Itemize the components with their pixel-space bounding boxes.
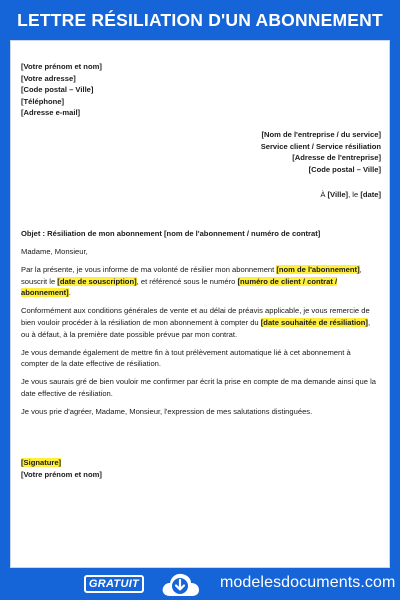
- para-text: Conformément aux conditions générales de vente et au délai de préavis applicable, je vous remercie de bien vouloir procéder à la résiliation de mon abonnement à compter du: [21, 306, 370, 328]
- paragraph-closing: Je vous prie d'agréer, Madame, Monsieur, l'expression de mes salutations distinguées.: [21, 407, 313, 417]
- highlight-field: [date de souscription]: [57, 276, 137, 286]
- free-badge: GRATUIT: [84, 575, 144, 593]
- dateline-date: [date]: [360, 190, 381, 199]
- subject-line: Objet : Résiliation de mon abonnement [nom de l'abonnement / numéro de contrat]: [21, 229, 321, 238]
- cloud-download-icon[interactable]: [160, 571, 200, 598]
- recipient-block: [261, 129, 381, 175]
- recipient-line: [Adresse de l'entreprise]: [292, 153, 381, 163]
- para-text: Par la présente, je vous informe de ma volonté de résilier mon abonnement: [21, 265, 277, 275]
- letter-body: [21, 228, 376, 424]
- para-text: , souscrit le: [21, 265, 362, 286]
- site-link[interactable]: modelesdocuments.com: [220, 574, 396, 591]
- place-date-line: [320, 189, 381, 201]
- recipient-line: [Code postal – Ville]: [308, 164, 381, 174]
- signature-label: [Signature]: [21, 458, 62, 467]
- recipient-line: [Nom de l'entreprise / du service]: [261, 130, 381, 139]
- highlight-field: [numéro de client / contrat / abonnement]: [21, 276, 338, 298]
- letter-page: [10, 40, 390, 568]
- sender-line: [Votre adresse]: [21, 73, 76, 83]
- sender-block: [21, 61, 102, 119]
- recipient-line: Service client / Service résiliation: [260, 141, 381, 151]
- paragraph-intent: [21, 264, 376, 299]
- para-text: , et référencé sous le numéro: [136, 276, 238, 286]
- signature-block: [21, 457, 102, 480]
- highlight-field: [date souhaitée de résiliation]: [260, 318, 368, 328]
- paragraph-confirmation: Je vous saurais gré de bien vouloir me confirmer par écrit la prise en compte de ma demande ainsi que la date effective de résiliation.: [21, 377, 376, 399]
- dateline-prefix: À: [320, 190, 328, 199]
- sender-line: [Adresse e-mail]: [21, 108, 81, 118]
- footer-bar: [0, 568, 400, 600]
- paragraph-direct-debit: Je vous demande également de mettre fin à tout prélèvement automatique lié à cet abonnement à compter de la date effective de résiliation.: [21, 347, 351, 369]
- signature-name: [Votre prénom et nom]: [21, 469, 102, 479]
- sender-line: [Votre prénom et nom]: [21, 62, 102, 71]
- salutation: Madame, Monsieur,: [21, 247, 88, 257]
- paragraph-conditions: [21, 305, 376, 340]
- highlight-field: [nom de l'abonnement]: [276, 265, 360, 275]
- sender-line: [Code postal – Ville]: [21, 85, 94, 95]
- dateline-city: [Ville]: [327, 190, 349, 199]
- dateline-middle: , le: [348, 190, 361, 199]
- para-text: , ou à défaut, à la première date possible prévue par mon contrat.: [21, 318, 371, 339]
- para-text: .: [68, 288, 71, 298]
- sender-line: [Téléphone]: [21, 96, 65, 106]
- page-title: LETTRE RÉSILIATION D'UN ABONNEMENT: [17, 9, 383, 30]
